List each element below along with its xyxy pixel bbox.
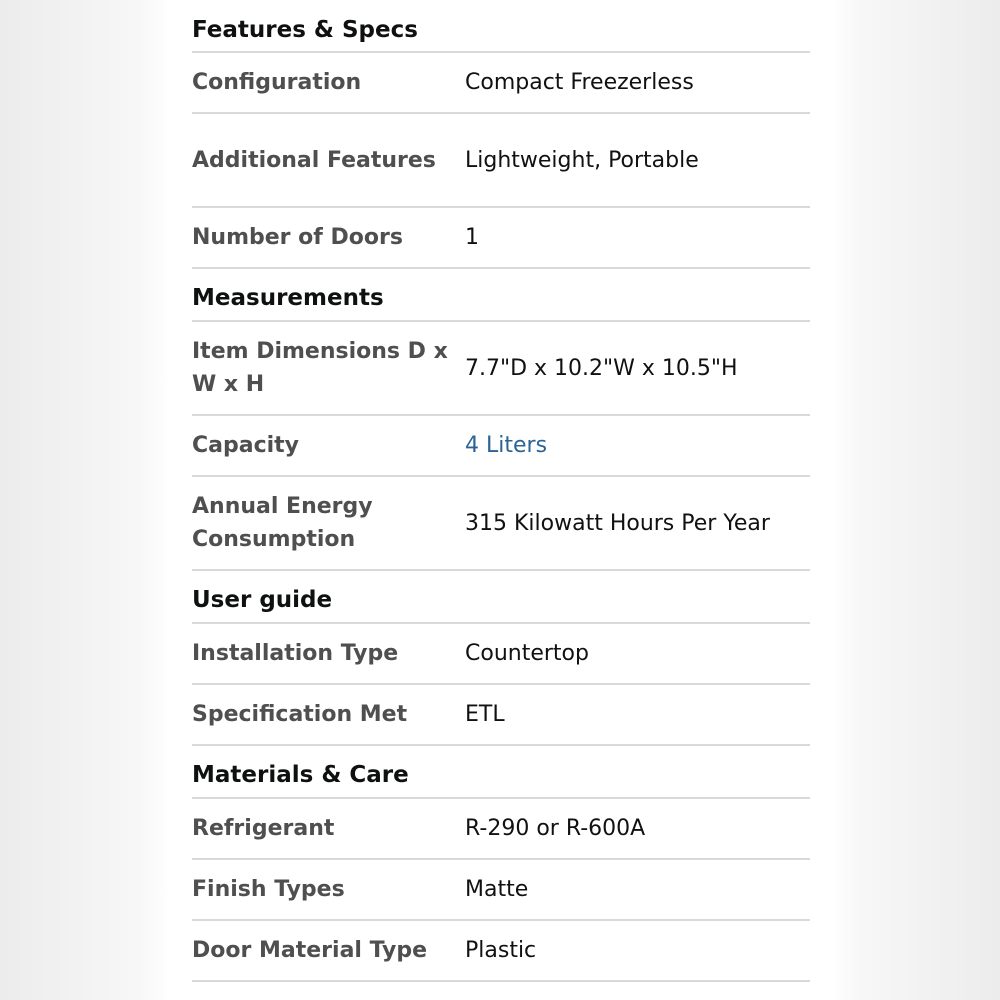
product-details-card <box>167 0 835 1000</box>
spec-row-configuration <box>192 53 810 114</box>
section-header-measurements: Measurements <box>192 269 810 322</box>
spec-value: Matte <box>465 877 529 902</box>
spec-value: Countertop <box>465 641 589 666</box>
spec-value: Plastic <box>465 938 537 963</box>
spec-label: Item Dimensions D x W x H <box>192 339 448 397</box>
spec-row-additional-features <box>192 114 810 208</box>
section-header-user-guide: User guide <box>192 571 810 624</box>
specs-table <box>192 0 810 982</box>
spec-label: Additional Features <box>192 147 436 173</box>
spec-label: Number of Doors <box>192 225 403 250</box>
spec-label: Finish Types <box>192 877 345 902</box>
spec-label: Installation Type <box>192 641 399 666</box>
spec-value: 1 <box>465 225 479 250</box>
spec-label: Refrigerant <box>192 816 335 841</box>
spec-row-capacity <box>192 416 810 477</box>
spec-value: ETL <box>465 702 505 727</box>
section-header-materials-care: Materials & Care <box>192 746 810 799</box>
spec-label: Door Material Type <box>192 938 428 963</box>
spec-value: Compact Freezerless <box>465 70 694 95</box>
spec-value: R-290 or R-600A <box>465 816 646 841</box>
section-header-features-specs: Features & Specs <box>192 0 810 53</box>
spec-row-annual-energy <box>192 477 810 571</box>
spec-label: Configuration <box>192 70 362 95</box>
spec-row-installation-type <box>192 624 810 685</box>
capacity-link[interactable]: 4 Liters <box>465 433 548 458</box>
spec-row-number-of-doors <box>192 208 810 269</box>
spec-row-item-dimensions <box>192 322 810 416</box>
spec-label: Annual Energy Consumption <box>192 494 373 552</box>
spec-label: Specification Met <box>192 702 408 727</box>
spec-label: Capacity <box>192 433 300 458</box>
spec-value: 315 Kilowatt Hours Per Year <box>465 510 770 536</box>
spec-row-finish-types <box>192 860 810 921</box>
spec-row-refrigerant <box>192 799 810 860</box>
spec-value: Lightweight, Portable <box>465 147 699 173</box>
spec-row-door-material-type <box>192 921 810 982</box>
spec-value: 7.7"D x 10.2"W x 10.5"H <box>465 355 738 381</box>
spec-row-specification-met <box>192 685 810 746</box>
